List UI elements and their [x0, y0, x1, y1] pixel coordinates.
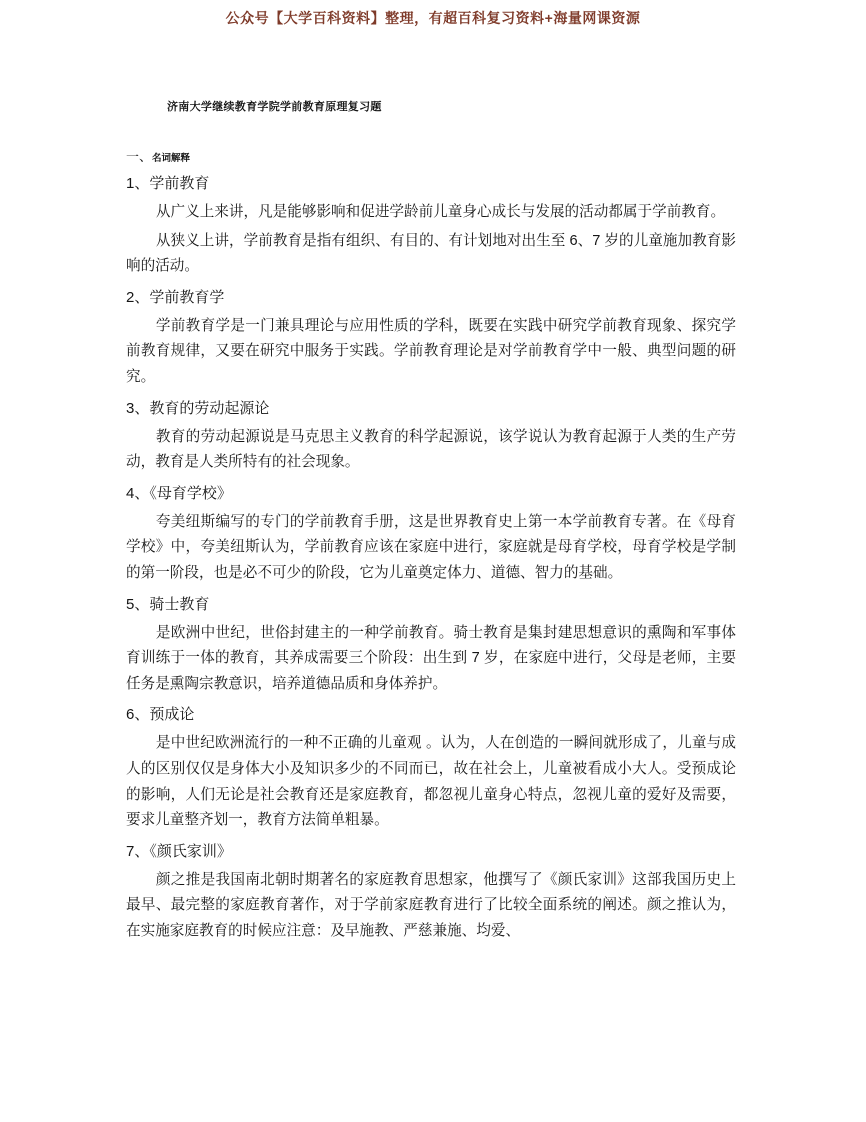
term-item [126, 839, 736, 945]
term-heading: 7、《颜氏家训》 [126, 842, 232, 860]
definition-paragraph: 从广义上来讲，凡是能够影响和促进学龄前儿童身心成长与发展的活动都属于学前教育。 [155, 204, 726, 220]
term-item [126, 702, 736, 833]
term-heading: 4、《母育学校》 [126, 484, 232, 502]
terms-list [126, 171, 736, 944]
term-heading: 1、学前教育 [126, 175, 210, 192]
term-heading: 6、预成论 [126, 706, 195, 724]
definition-paragraph: 颜之推是我国南北朝时期著名的家庭教育思想家，他撰写了《颜氏家训》这部我国历史上最早、最完整的家庭教育著作，对于学前家庭教育进行了比较全面系统的阐述。颜之推认为，在实施家庭教育的时候应注意：及早施教、严慈兼施、均爱、 [126, 871, 736, 939]
section-number: 一、 [126, 149, 153, 164]
promo-header-text: 公众号【大学百科资料】整理，有超百科复习资料+海量网课资源 [225, 10, 641, 26]
term-heading: 3、教育的劳动起源论 [126, 399, 270, 417]
term-item [126, 396, 736, 476]
term-item [126, 171, 736, 280]
term-item [126, 481, 736, 587]
section-label: 名词解释 [152, 153, 191, 164]
document-body [126, 98, 736, 944]
term-item [126, 592, 736, 698]
term-heading: 2、学前教育学 [126, 288, 225, 306]
definition-paragraph: 教育的劳动起源说是马克思主义教育的科学起源说，该学说认为教育起源于人类的生产劳动，教育是人类所特有的社会现象。 [126, 428, 736, 471]
section-heading [126, 146, 736, 166]
definition-paragraph: 学前教育学是一门兼具理论与应用性质的学科，既要在实践中研究学前教育现象、探究学前教育规律，又要在研究中服务于实践。学前教育理论是对学前教育学中一般、典型问题的研究。 [126, 317, 736, 385]
term-item [126, 285, 736, 391]
definition-paragraph: 是欧洲中世纪，世俗封建主的一种学前教育。骑士教育是集封建思想意识的熏陶和军事体育训练于一体的教育，其养成需要三个阶段：出生到 7 岁，在家庭中进行，父母是老师，主要任务是熏陶宗教意识，培养道德品质和身体养护。 [126, 624, 736, 692]
term-heading: 5、骑士教育 [126, 595, 210, 613]
definition-paragraph: 从狭义上讲，学前教育是指有组织、有目的、有计划地对出生至 6、7 岁的儿童施加教育影响的活动。 [126, 232, 736, 275]
definition-paragraph: 夸美纽斯编写的专门的学前教育手册，这是世界教育史上第一本学前教育专著。在《母育学校》中，夸美纽斯认为，学前教育应该在家庭中进行，家庭就是母育学校，母育学校是学制的第一阶段，也是必不可少的阶段，它为儿童奠定体力、道德、智力的基础。 [126, 513, 736, 581]
definition-paragraph: 是中世纪欧洲流行的一种不正确的儿童观 。认为，人在创造的一瞬间就形成了，儿童与成人的区别仅仅是身体大小及知识多少的不同而已，故在社会上，儿童被看成小大人。受预成论的影响，人们无论是社会教育还是家庭教育，都忽视儿童身心特点，忽视儿童的爱好及需要，要求儿童整齐划一，教育方法简单粗暴。 [126, 735, 736, 829]
document-title: 济南大学继续教育学院学前教育原理复习题 [167, 101, 382, 113]
